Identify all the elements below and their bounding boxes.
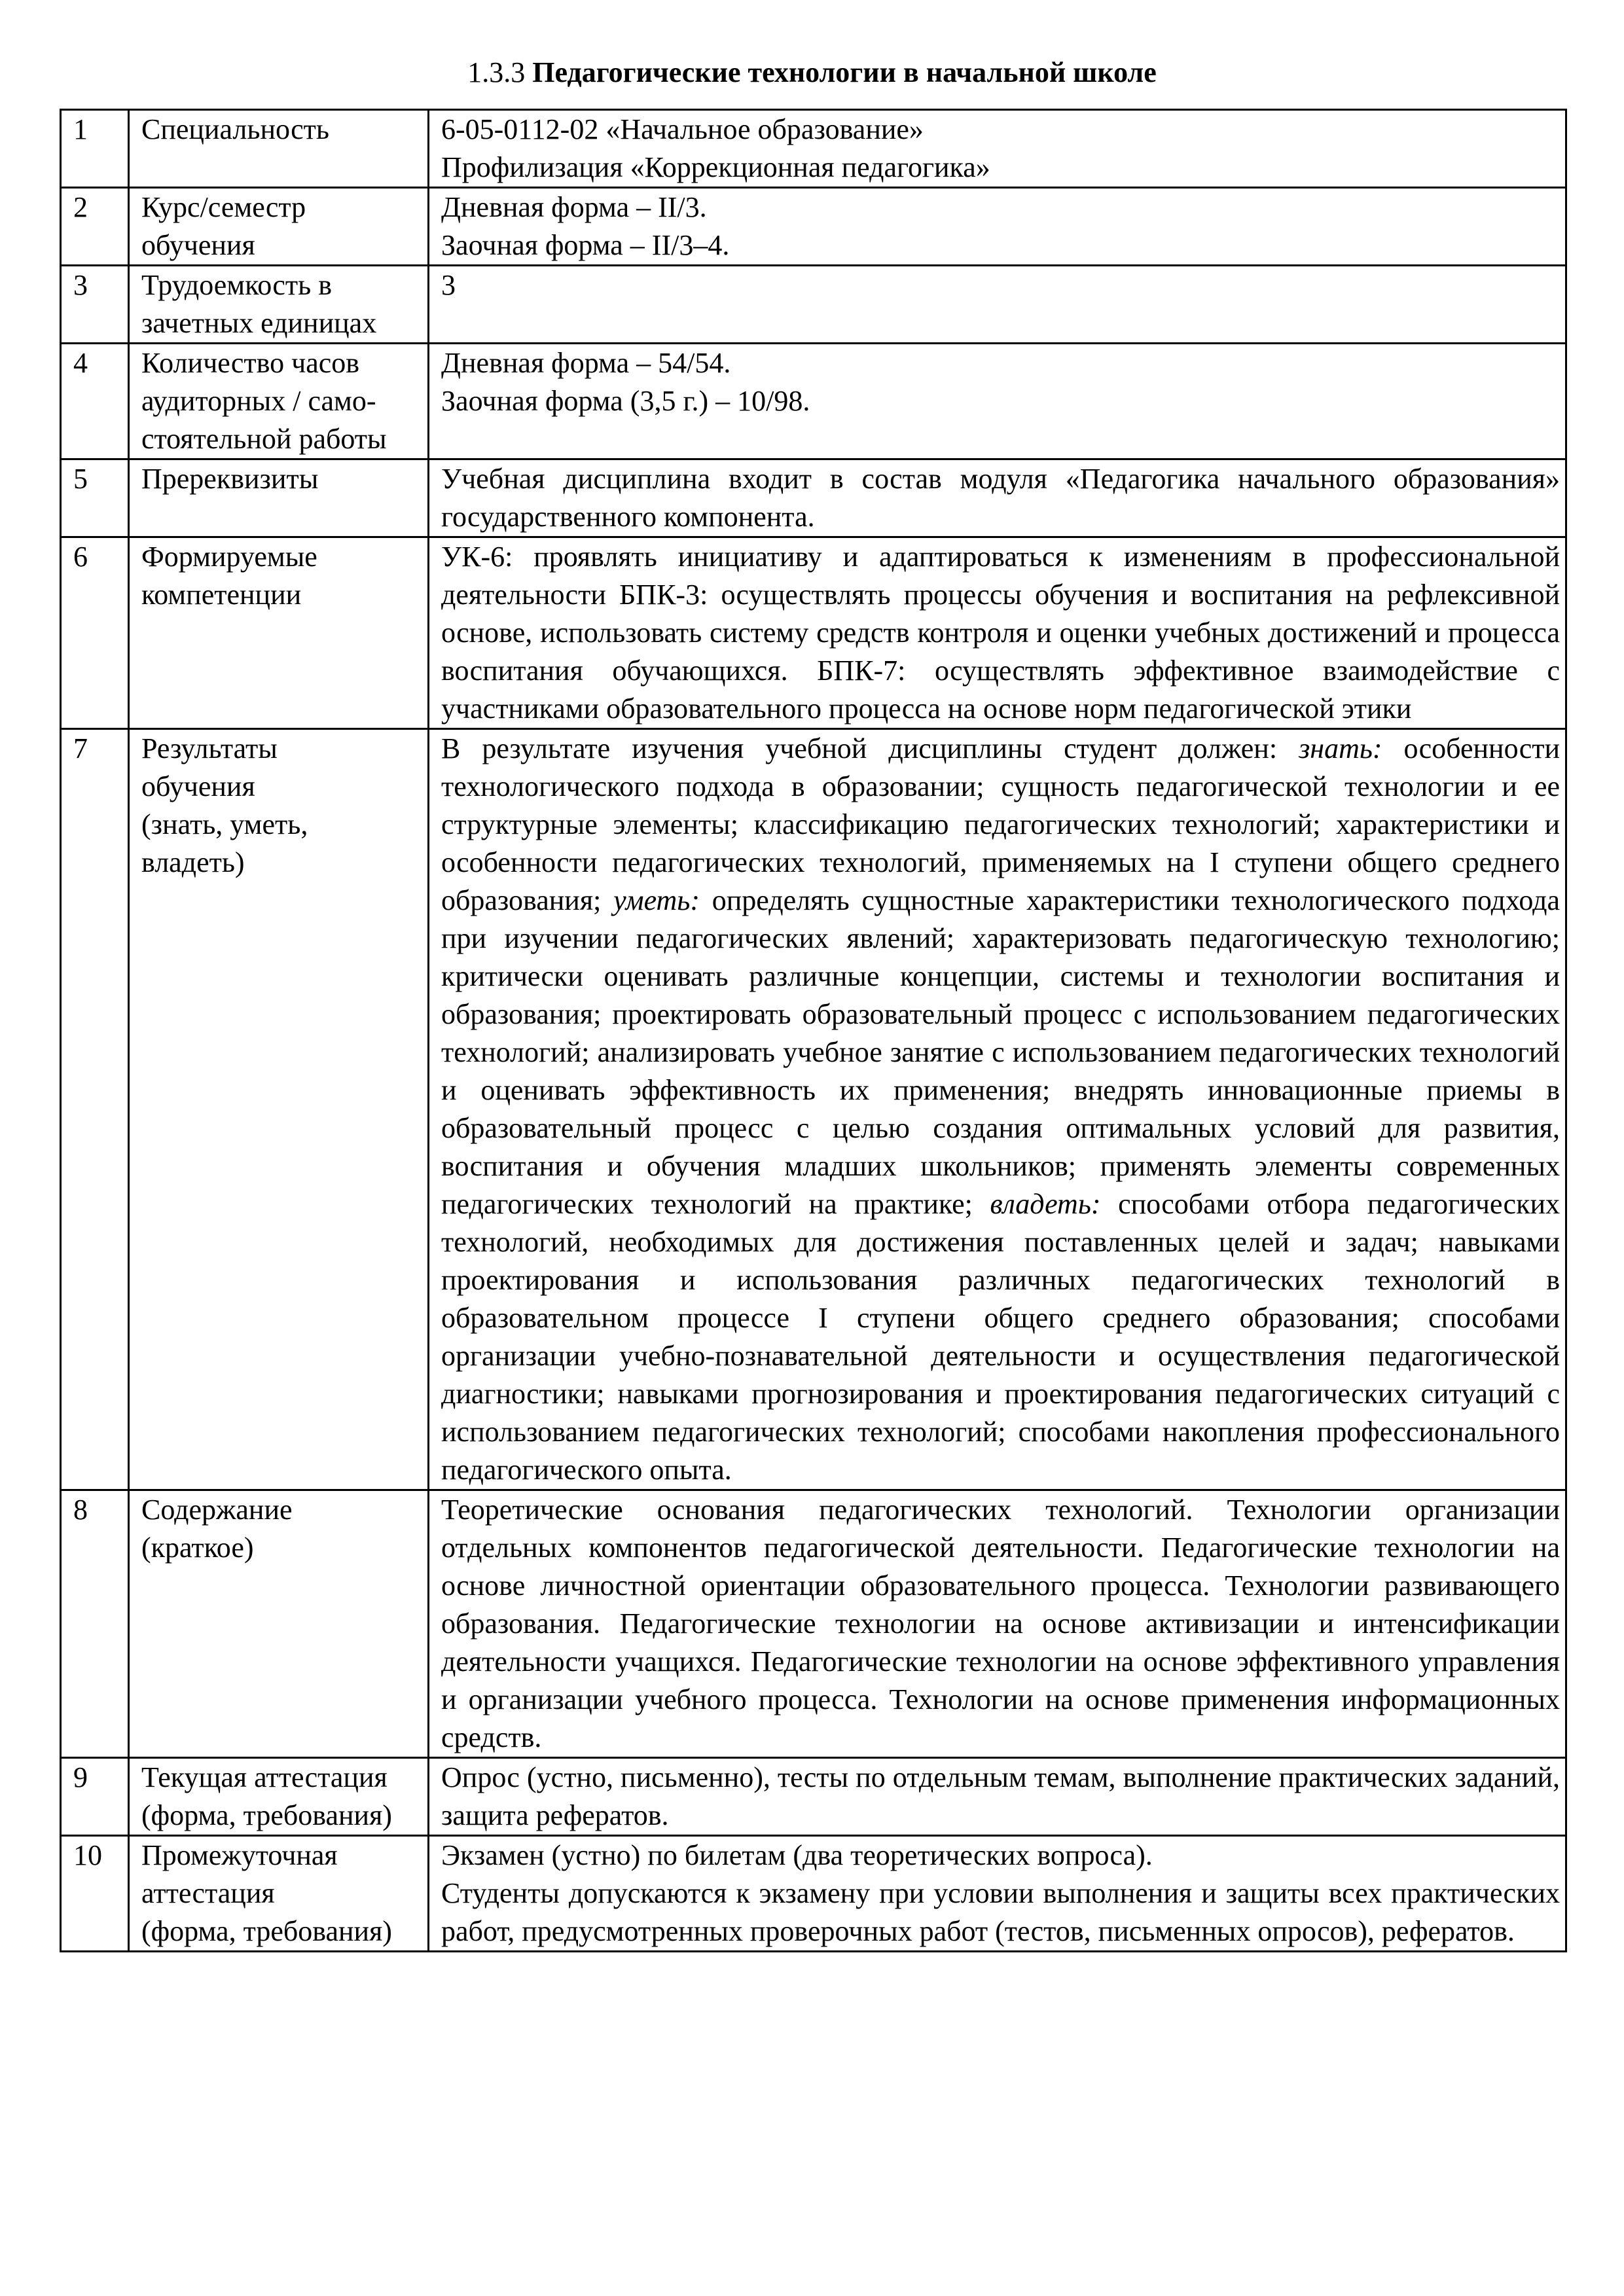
label-line: компетенции [141,579,302,611]
row-number: 3 [61,266,129,344]
row-value: Теоретические основания педагогических технологий. Технологии организации отдельных компонентов педагогической деятельности. Педагогические технологии на основе личностной ориентации образовательного процесса. Технологии развивающего образования. Педагогические технологии на основе активизации и интенсификации деятельности учащихся. Педагогические технологии на основе эффективного управления и организации учебного процесса. Технологии на основе применения информационных средств. [429,1490,1566,1758]
keyword-know: знать: [1299,732,1382,764]
label-line: (знать, уметь, [141,808,308,840]
value-text: способами отбора педагогических технологий, необходимых для достижения поставленных целей и задач; навыками проектирования и использования различных педагогических технологий в образовательном процессе I ступени общего среднего образования; способами организации учебно-познавательной деятельности и осуществления педагогической диагностики; навыками прогнозирования и проектирования педагогических ситуаций с использованием педагогических технологий; способами накопления профессионального педагогического опыта. [441,1188,1560,1486]
label-line: зачетных единицах [141,307,377,339]
value-text: особенности технологического подхода в образовании; сущность педагогической технологии и ее структурные элементы; классификацию педагогических технологий; характеристики и особенности педагогических технологий, применяемых на I ступени общего среднего образования; [441,732,1560,916]
row-number: 6 [61,537,129,729]
value-line: Экзамен (устно) по билетам (два теоретических вопроса). [441,1839,1153,1871]
row-number: 4 [61,344,129,459]
label-line: обучения [141,770,255,802]
label-line: Промежуточная [141,1839,338,1871]
value-text: Студенты допускаются к экзамену при условии выполнения и защиты всех практических работ, предусмотренных проверочных работ (тестов, письменных опросов), рефератов. [441,1877,1560,1947]
label-line: Трудоемкость в [141,269,332,301]
value-line: Заочная форма – II/3–4. [441,229,730,261]
row-value [429,344,1566,459]
table-row [61,1490,1566,1758]
row-label [129,459,429,537]
row-value: УК-6: проявлять инициативу и адаптироваться к изменениям в профессиональной деятельности БПК-3: осуществлять процессы обучения и воспитания на рефлексивной основе, использовать систему средств контроля и оценки учебных достижений и процесса воспитания обучающихся. БПК-7: осуществлять эффективное взаимодействие с участниками образовательного процесса на основе норм педагогической этики [429,537,1566,729]
row-value [429,1836,1566,1952]
label-line: Текущая аттестация [141,1761,388,1793]
syllabus-table [60,109,1567,1952]
value-line: Дневная форма – II/3. [441,191,707,223]
table-row [61,537,1566,729]
value-text: определять сущностные характеристики технологического подхода при изучении педагогических явлений; характеризовать педагогическую технологию; критически оценивать различные концепции, системы и технологии воспитания и образования; проектировать образовательный процесс с использованием педагогических технологий; анализировать учебное занятие с использованием педагогических технологий и оценивать эффективность их применения; внедрять инновационные приемы в образовательный процесс с целью создания оптимальных условий для развития, воспитания и обучения младших школьников; применять элементы современных педагогических технологий на практике; [441,884,1560,1220]
row-label [129,266,429,344]
label-line: Специальность [141,113,329,145]
row-value: Опрос (устно, письменно), тесты по отдельным темам, выполнение практических заданий, защита рефератов. [429,1758,1566,1836]
row-label [129,188,429,266]
table-row [61,188,1566,266]
label-line: Результаты [141,732,278,764]
row-label [129,344,429,459]
label-line: Пререквизиты [141,463,319,495]
value-line: 6-05-0112-02 «Начальное образование» [441,113,924,145]
row-value [429,729,1566,1490]
row-label [129,110,429,188]
row-number: 9 [61,1758,129,1836]
value-line: 3 [441,269,456,301]
row-label [129,1836,429,1952]
value-text: В результате изучения учебной дисциплины студент должен: [441,732,1299,764]
label-line: аудиторных / само- [141,385,376,417]
label-line: владеть) [141,846,245,878]
row-label [129,537,429,729]
label-line: Курс/семестр [141,191,306,223]
row-number: 10 [61,1836,129,1952]
row-value [429,266,1566,344]
section-title: Педагогические технологии в начальной школе [532,56,1157,88]
value-line: Заочная форма (3,5 г.) – 10/98. [441,385,810,417]
label-line: обучения [141,229,255,261]
row-number: 7 [61,729,129,1490]
row-number: 5 [61,459,129,537]
label-line: (форма, требования) [141,1915,392,1947]
label-line: аттестация [141,1877,275,1909]
row-value [429,110,1566,188]
value-line: Профилизация «Коррекционная педагогика» [441,151,990,183]
table-row [61,266,1566,344]
table-row [61,110,1566,188]
table-row [61,344,1566,459]
table-row [61,459,1566,537]
label-line: (форма, требования) [141,1799,392,1831]
keyword-can: уметь: [613,884,700,916]
label-line: стоятельной работы [141,423,387,455]
value-line: Дневная форма – 54/54. [441,347,731,379]
row-label [129,1758,429,1836]
table-row [61,729,1566,1490]
row-label [129,1490,429,1758]
table-row [61,1836,1566,1952]
label-line: (краткое) [141,1532,254,1564]
label-line: Содержание [141,1494,293,1526]
label-line: Формируемые [141,541,317,573]
section-number: 1.3.3 [467,56,526,88]
row-value [429,188,1566,266]
page-title [0,54,1624,92]
label-line: Количество часов [141,347,360,379]
row-number: 1 [61,110,129,188]
row-number: 8 [61,1490,129,1758]
row-number: 2 [61,188,129,266]
row-value: Учебная дисциплина входит в состав модуля «Педагогика начального образования» государственного компонента. [429,459,1566,537]
table-row [61,1758,1566,1836]
keyword-master: владеть: [990,1188,1101,1220]
row-label [129,729,429,1490]
